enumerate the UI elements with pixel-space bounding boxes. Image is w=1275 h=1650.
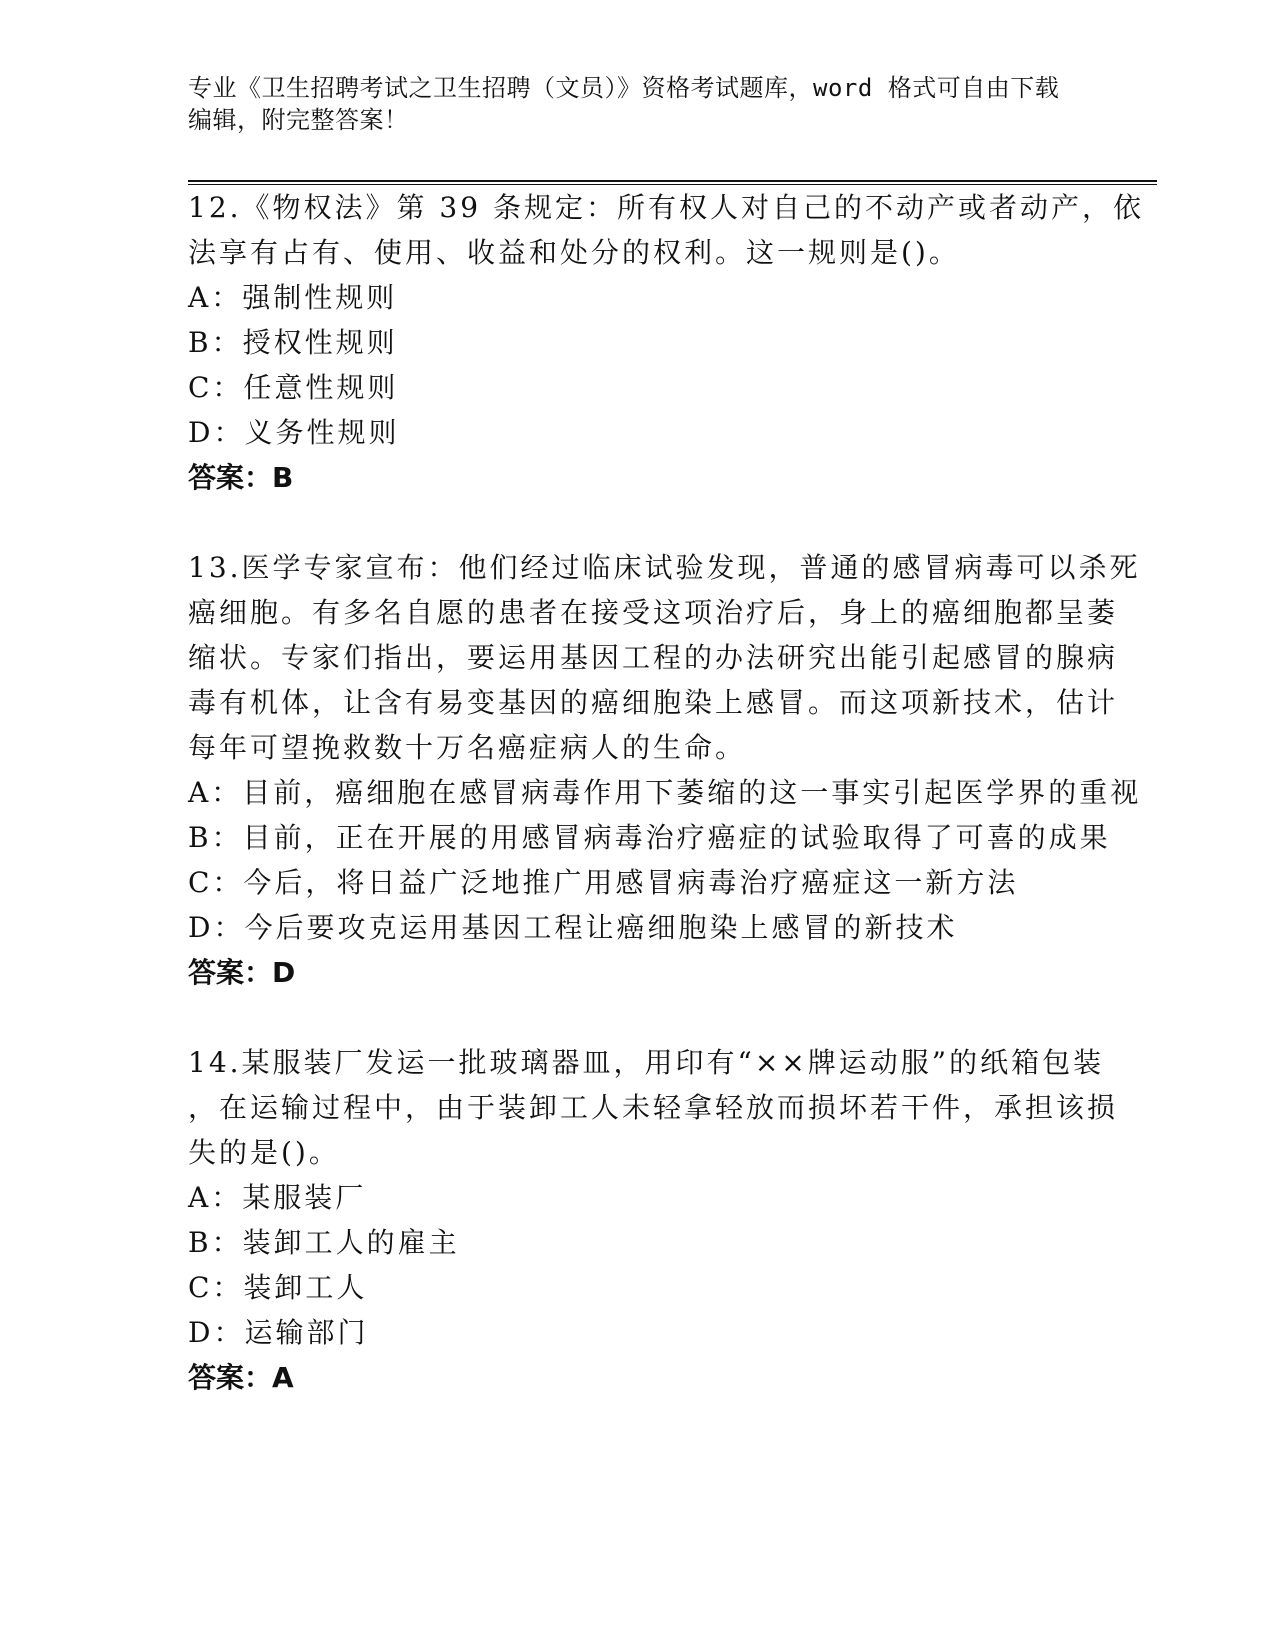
answer-text: 答案：A	[188, 1361, 294, 1394]
header-divider	[188, 180, 1157, 182]
option-c: C：任意性规则	[188, 371, 399, 404]
answer-text: 答案：D	[188, 956, 296, 989]
question-text-line: 失的是()。	[188, 1136, 340, 1169]
option-b: B：装卸工人的雇主	[188, 1226, 460, 1259]
option-a: A：目前，癌细胞在感冒病毒作用下萎缩的这一事实引起医学界的重视	[188, 776, 1142, 809]
header-divider-thin	[188, 184, 1157, 185]
question-text-line: 12.《物权法》第 39 条规定：所有权人对自己的不动产或者动产，依	[188, 191, 1144, 224]
question-text-line: 法享有占有、使用、收益和处分的权利。这一规则是()。	[188, 236, 960, 269]
question-text-line: 毒有机体，让含有易变基因的癌细胞染上感冒。而这项新技术，估计	[188, 686, 1119, 719]
question-text-line: 每年可望挽救数十万名癌症病人的生命。	[188, 731, 747, 764]
option-b: B：授权性规则	[188, 326, 398, 359]
option-b: B：目前，正在开展的用感冒病毒治疗癌症的试验取得了可喜的成果	[188, 821, 1111, 854]
answer-text: 答案：B	[188, 461, 294, 494]
option-c: C：装卸工人	[188, 1271, 368, 1304]
question-text-line: 13.医学专家宣布：他们经过临床试验发现，普通的感冒病毒可以杀死	[188, 551, 1141, 584]
option-a: A：某服装厂	[188, 1181, 367, 1214]
question-text-line: 癌细胞。有多名自愿的患者在接受这项治疗后，身上的癌细胞都呈萎	[188, 596, 1119, 629]
question-text-line: ，在运输过程中，由于装卸工人未轻拿轻放而损坏若干件，承担该损	[188, 1091, 1119, 1124]
question-text-line: 缩状。专家们指出，要运用基因工程的办法研究出能引起感冒的腺病	[188, 641, 1119, 674]
option-d: D：运输部门	[188, 1316, 369, 1349]
header-line-2: 编辑，附完整答案！	[188, 106, 409, 134]
question-text-line: 14.某服装厂发运一批玻璃器皿，用印有“××牌运动服”的纸箱包装	[188, 1046, 1105, 1079]
option-a: A：强制性规则	[188, 281, 398, 314]
option-d: D：今后要攻克运用基因工程让癌细胞染上感冒的新技术	[188, 911, 958, 944]
header-line-1: 专业《卫生招聘考试之卫生招聘（文员）》资格考试题库，word 格式可自由下载	[188, 74, 1060, 102]
option-d: D：义务性规则	[188, 416, 400, 449]
option-c: C：今后，将日益广泛地推广用感冒病毒治疗癌症这一新方法	[188, 866, 1019, 899]
